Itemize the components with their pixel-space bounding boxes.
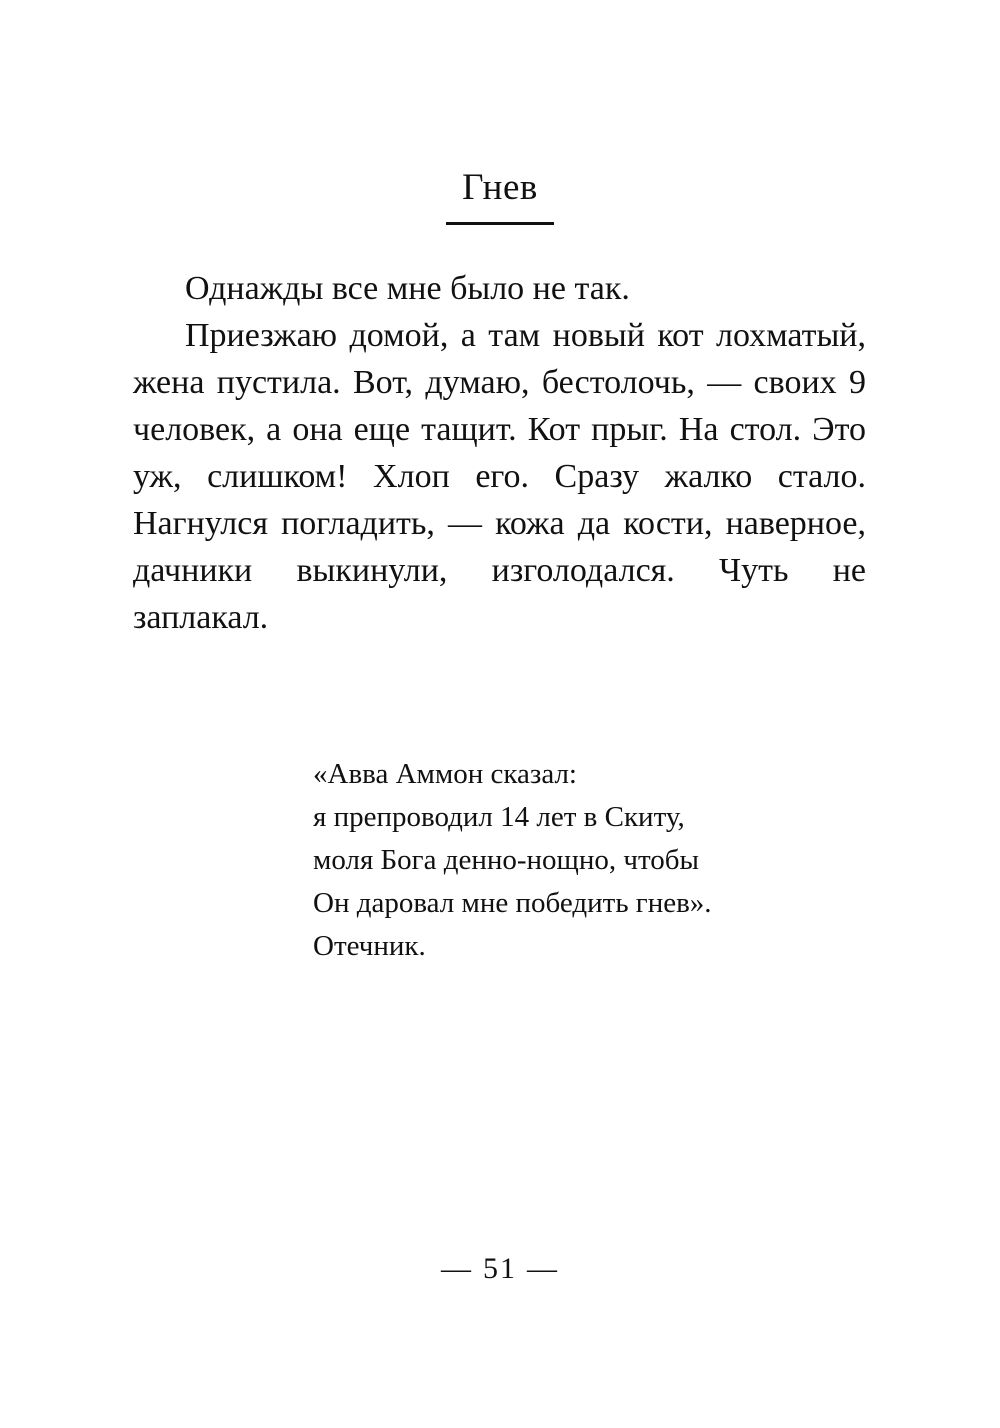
- quote-line-4: Он даровал мне победить гнев».: [313, 887, 712, 919]
- quote-line-3: моля Бога денно-нощно, чтобы: [313, 844, 700, 876]
- chapter-heading-block: [0, 168, 1000, 225]
- page-number-footer: [0, 1252, 1000, 1286]
- quote-line-1: «Авва Аммон сказал:: [313, 758, 577, 790]
- quote-attribution: Отечник.: [313, 930, 426, 962]
- folio-dash-left: —: [441, 1252, 473, 1285]
- folio-number: 51: [483, 1252, 517, 1285]
- quote-block: [313, 753, 873, 968]
- body-text: [133, 265, 866, 641]
- paragraph-2: Приезжаю домой, а там новый кот лохматый, жена пустила. Вот, думаю, бестолочь, — своих 9 человек, а она еще тащит. Кот прыг. На стол. Это уж, слишком! Хлоп его. Сразу жалко стало. Нагнулся погладить, — кожа да кости, наверное, дачники выкинули, изголодался. Чуть не заплакал.: [133, 317, 866, 636]
- paragraph-1: Однажды все мне было не так.: [185, 270, 630, 307]
- page-title: Гнев: [462, 167, 538, 208]
- title-divider: [446, 222, 554, 225]
- quote-line-2: я препроводил 14 лет в Скиту,: [313, 801, 685, 833]
- folio-dash-right: —: [527, 1252, 559, 1285]
